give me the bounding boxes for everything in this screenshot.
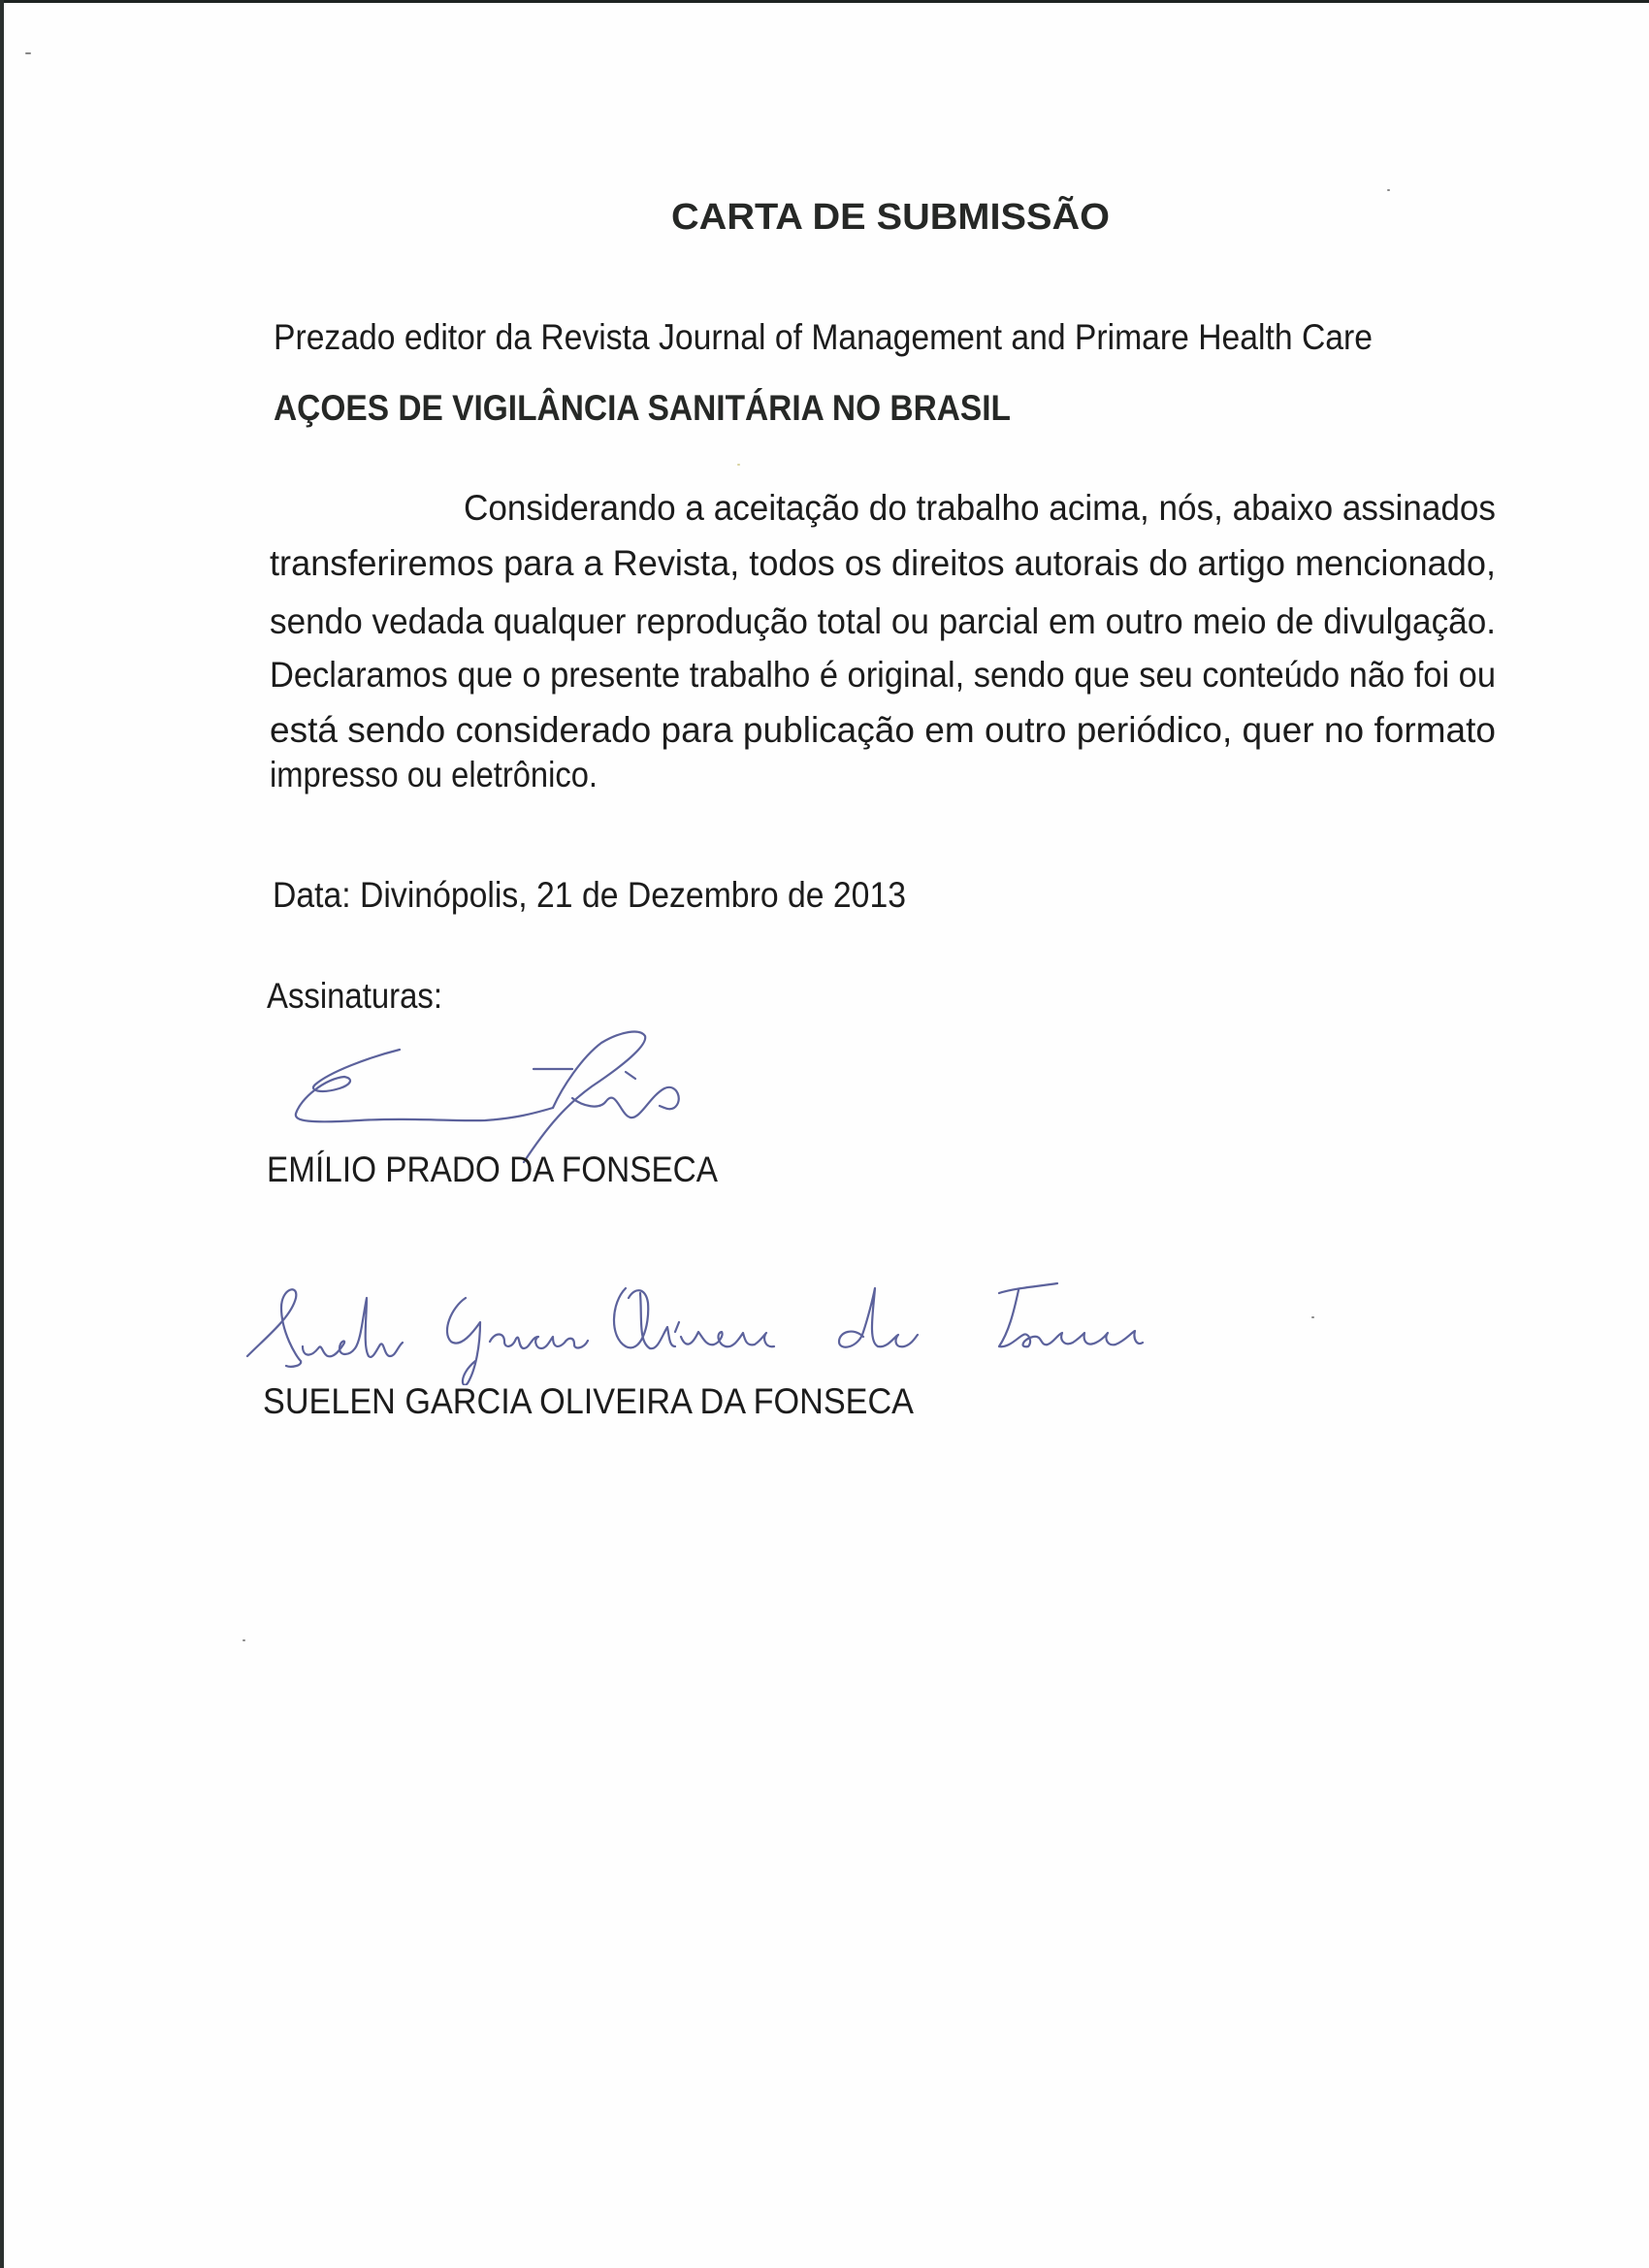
paragraph-line: impresso ou eletrônico. [270,755,598,794]
scan-speck [737,464,740,466]
salutation: Prezado editor da Revista Journal of Management and Primare Health Care [274,317,1373,357]
paragraph-line: sendo vedada qualquer reprodução total ou parcial em outro meio de divulgação. [270,601,1496,641]
paragraph-line: transferiremos para a Revista, todos os direitos autorais do artigo mencionado, [270,543,1496,583]
paragraph-line: Considerando a aceitação do trabalho acima, nós, abaixo assinados [464,488,1496,528]
scan-speck [1387,189,1390,191]
scan-speck [25,52,31,54]
scan-edge-left [0,0,4,2268]
date-line: Data: Divinópolis, 21 de Dezembro de 2013 [273,875,906,915]
scan-speck [1311,1316,1314,1318]
signatory-name: SUELEN GARCIA OLIVEIRA DA FONSECA [263,1381,914,1421]
letter-title: CARTA DE SUBMISSÃO [671,197,1110,238]
scan-edge-top [0,0,1649,3]
paragraph-line: está sendo considerado para publicação em outro periódico, quer no formato [270,710,1496,750]
signatures-label: Assinaturas: [267,976,442,1016]
signature-emilio [291,1028,698,1164]
paragraph-line: Declaramos que o presente trabalho é original, sendo que seu conteúdo não foi ou [270,655,1496,695]
scan-speck [242,1639,245,1641]
signatory-name: EMÍLIO PRADO DA FONSECA [267,1150,718,1189]
signature-suelen [242,1279,1145,1385]
article-title: AÇOES DE VIGILÂNCIA SANITÁRIA NO BRASIL [274,388,1011,428]
